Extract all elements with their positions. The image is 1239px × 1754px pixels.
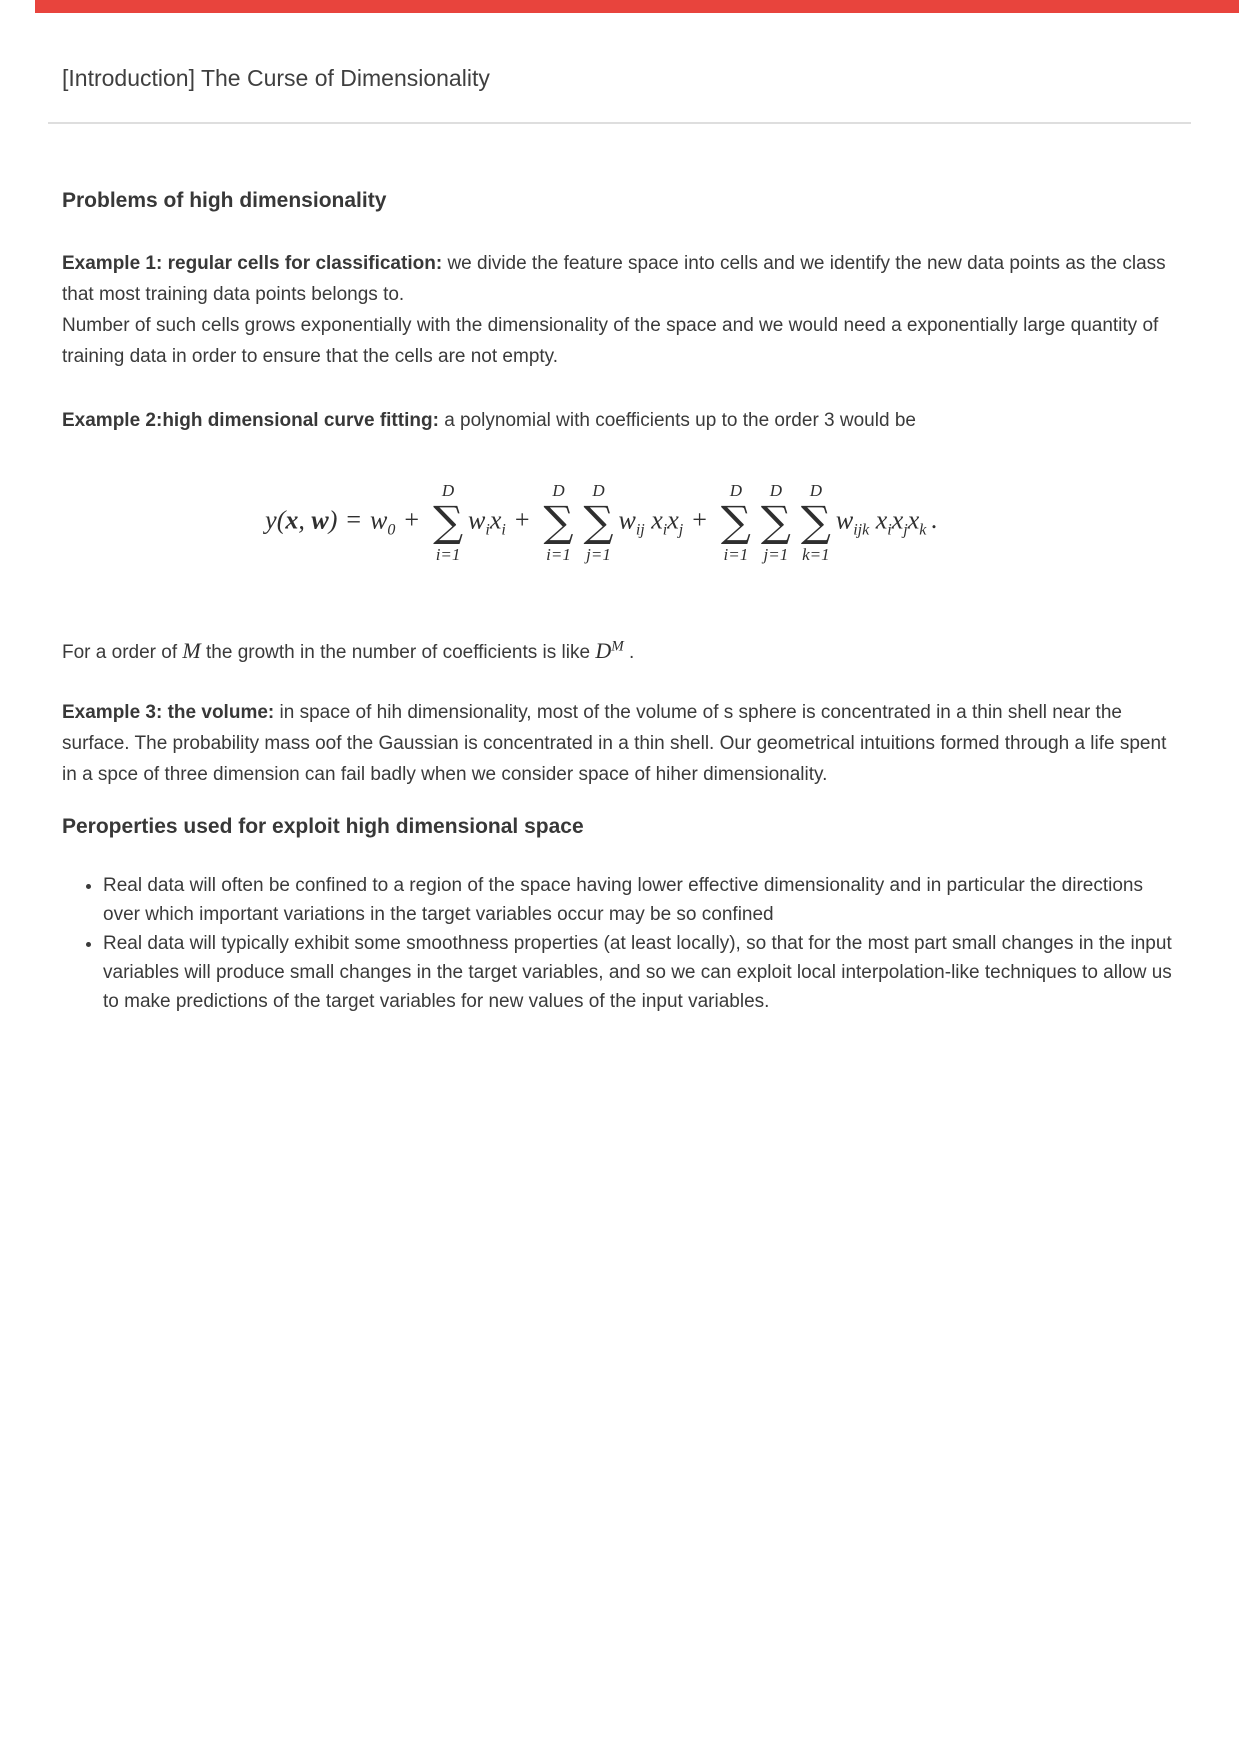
sum-2: D ∑ i=1 <box>543 481 574 564</box>
eq-close-paren: ) <box>328 505 338 535</box>
example1-text-a: we divide the feature space into cells and we identify the new data points as the class that most training data points belongs to. <box>62 253 1166 305</box>
equation-block: y(x, $w) = w_0$ + D ∑ i=1 $w_ix_i$ + D ∑ i=1 D ∑ j=1 $w_{ij}$ $x_ix_j$ + D ∑ i=1 D ∑ j=1 D ∑ k=1 $w_{ijk}$ $x_ix_jx_k$ . <box>265 481 938 564</box>
example2-text: a polynomial with coefficients up to the order 3 would be <box>444 410 916 431</box>
term3-w: w <box>835 505 854 535</box>
list-item: • Real data will often be confined to a region of the space having lower effective dimensionality and in particular the directions over which important variations in the target variables occur may be so confined <box>103 871 1177 929</box>
example3-text: in space of hih dimensionality, most of the volume of s sphere is concentrated in a thin shell near the surface. The probability mass oof the Gaussian is concentrated in a thin shell. Our geometrical intuitions formed through a life spent in a spce of three dimension can fail badly when we consider space of hiher dimensionality. <box>62 701 1167 785</box>
math-D-exponent: M <box>611 638 624 655</box>
term2-w: w <box>618 505 636 535</box>
sum-5: D ∑ j=1 <box>760 481 791 564</box>
term2-x1: x <box>651 505 663 535</box>
page-title: [Introduction] The Curse of Dimensionality <box>62 65 490 91</box>
sum-3: D ∑ j=1 <box>583 481 614 564</box>
eq-w-vec: w <box>311 505 329 535</box>
example1-text-b: Number of such cells grows exponentially with the dimensionality of the space and we would need a exponentially large quantity of training data in order to ensure that the cells are not empty. <box>62 315 1159 367</box>
sum-4: D ∑ i=1 <box>720 481 751 564</box>
top-accent-bar <box>35 0 1239 13</box>
title-divider <box>48 122 1191 124</box>
eq-lhs: y( <box>265 505 286 535</box>
term3-x2: x <box>891 505 904 535</box>
properties-list <box>62 871 1177 1016</box>
example3-label: Example 3: the volume: <box>62 701 275 723</box>
list-item: • Real data will typically exhibit some smoothness properties (at least locally), so that for the most part small changes in the input variables will produce small changes in the target variables, and so we can exploit local interpolation-like techniques to allow us to make predictions of the target variables for new values of the input variables. <box>103 929 1177 1016</box>
section-heading-problems: Problems of high dimensionality <box>62 189 387 212</box>
example1-paragraph <box>62 248 1177 372</box>
example1-label: Example 1: regular cells for classification: <box>62 253 443 274</box>
math-M: M <box>182 637 201 663</box>
eq-period: . <box>931 505 938 535</box>
eq-plus-1: + <box>404 505 420 535</box>
term3-x1: x <box>875 505 888 535</box>
eq-w0: w <box>370 505 388 535</box>
eq-plus-2: + <box>514 505 530 535</box>
example2-label: Example 2:high dimensional curve fitting: <box>62 410 439 431</box>
math-D: D <box>595 637 612 663</box>
eq-w0-sub: 0 <box>387 521 396 539</box>
sum-6: D ∑ k=1 <box>800 481 831 564</box>
sum-1: D ∑ i=1 <box>433 481 464 564</box>
term3-x3: x <box>907 505 920 535</box>
eq-comma: , <box>298 505 312 535</box>
example2-paragraph <box>62 405 1177 436</box>
eq-x-vec: x <box>285 505 299 535</box>
term1-w: w <box>468 505 486 535</box>
eq-equals: = <box>346 505 362 535</box>
term2-x2: x <box>667 505 679 535</box>
eq-plus-3: + <box>692 505 707 535</box>
section-heading-properties: Peroperties used for exploit high dimensional space <box>62 814 584 838</box>
term1-x: x <box>489 505 502 535</box>
order-note-paragraph: For a order of M the growth in the number of coefficients is like $D^M$ . <box>62 637 635 663</box>
example3-paragraph <box>62 697 1177 790</box>
